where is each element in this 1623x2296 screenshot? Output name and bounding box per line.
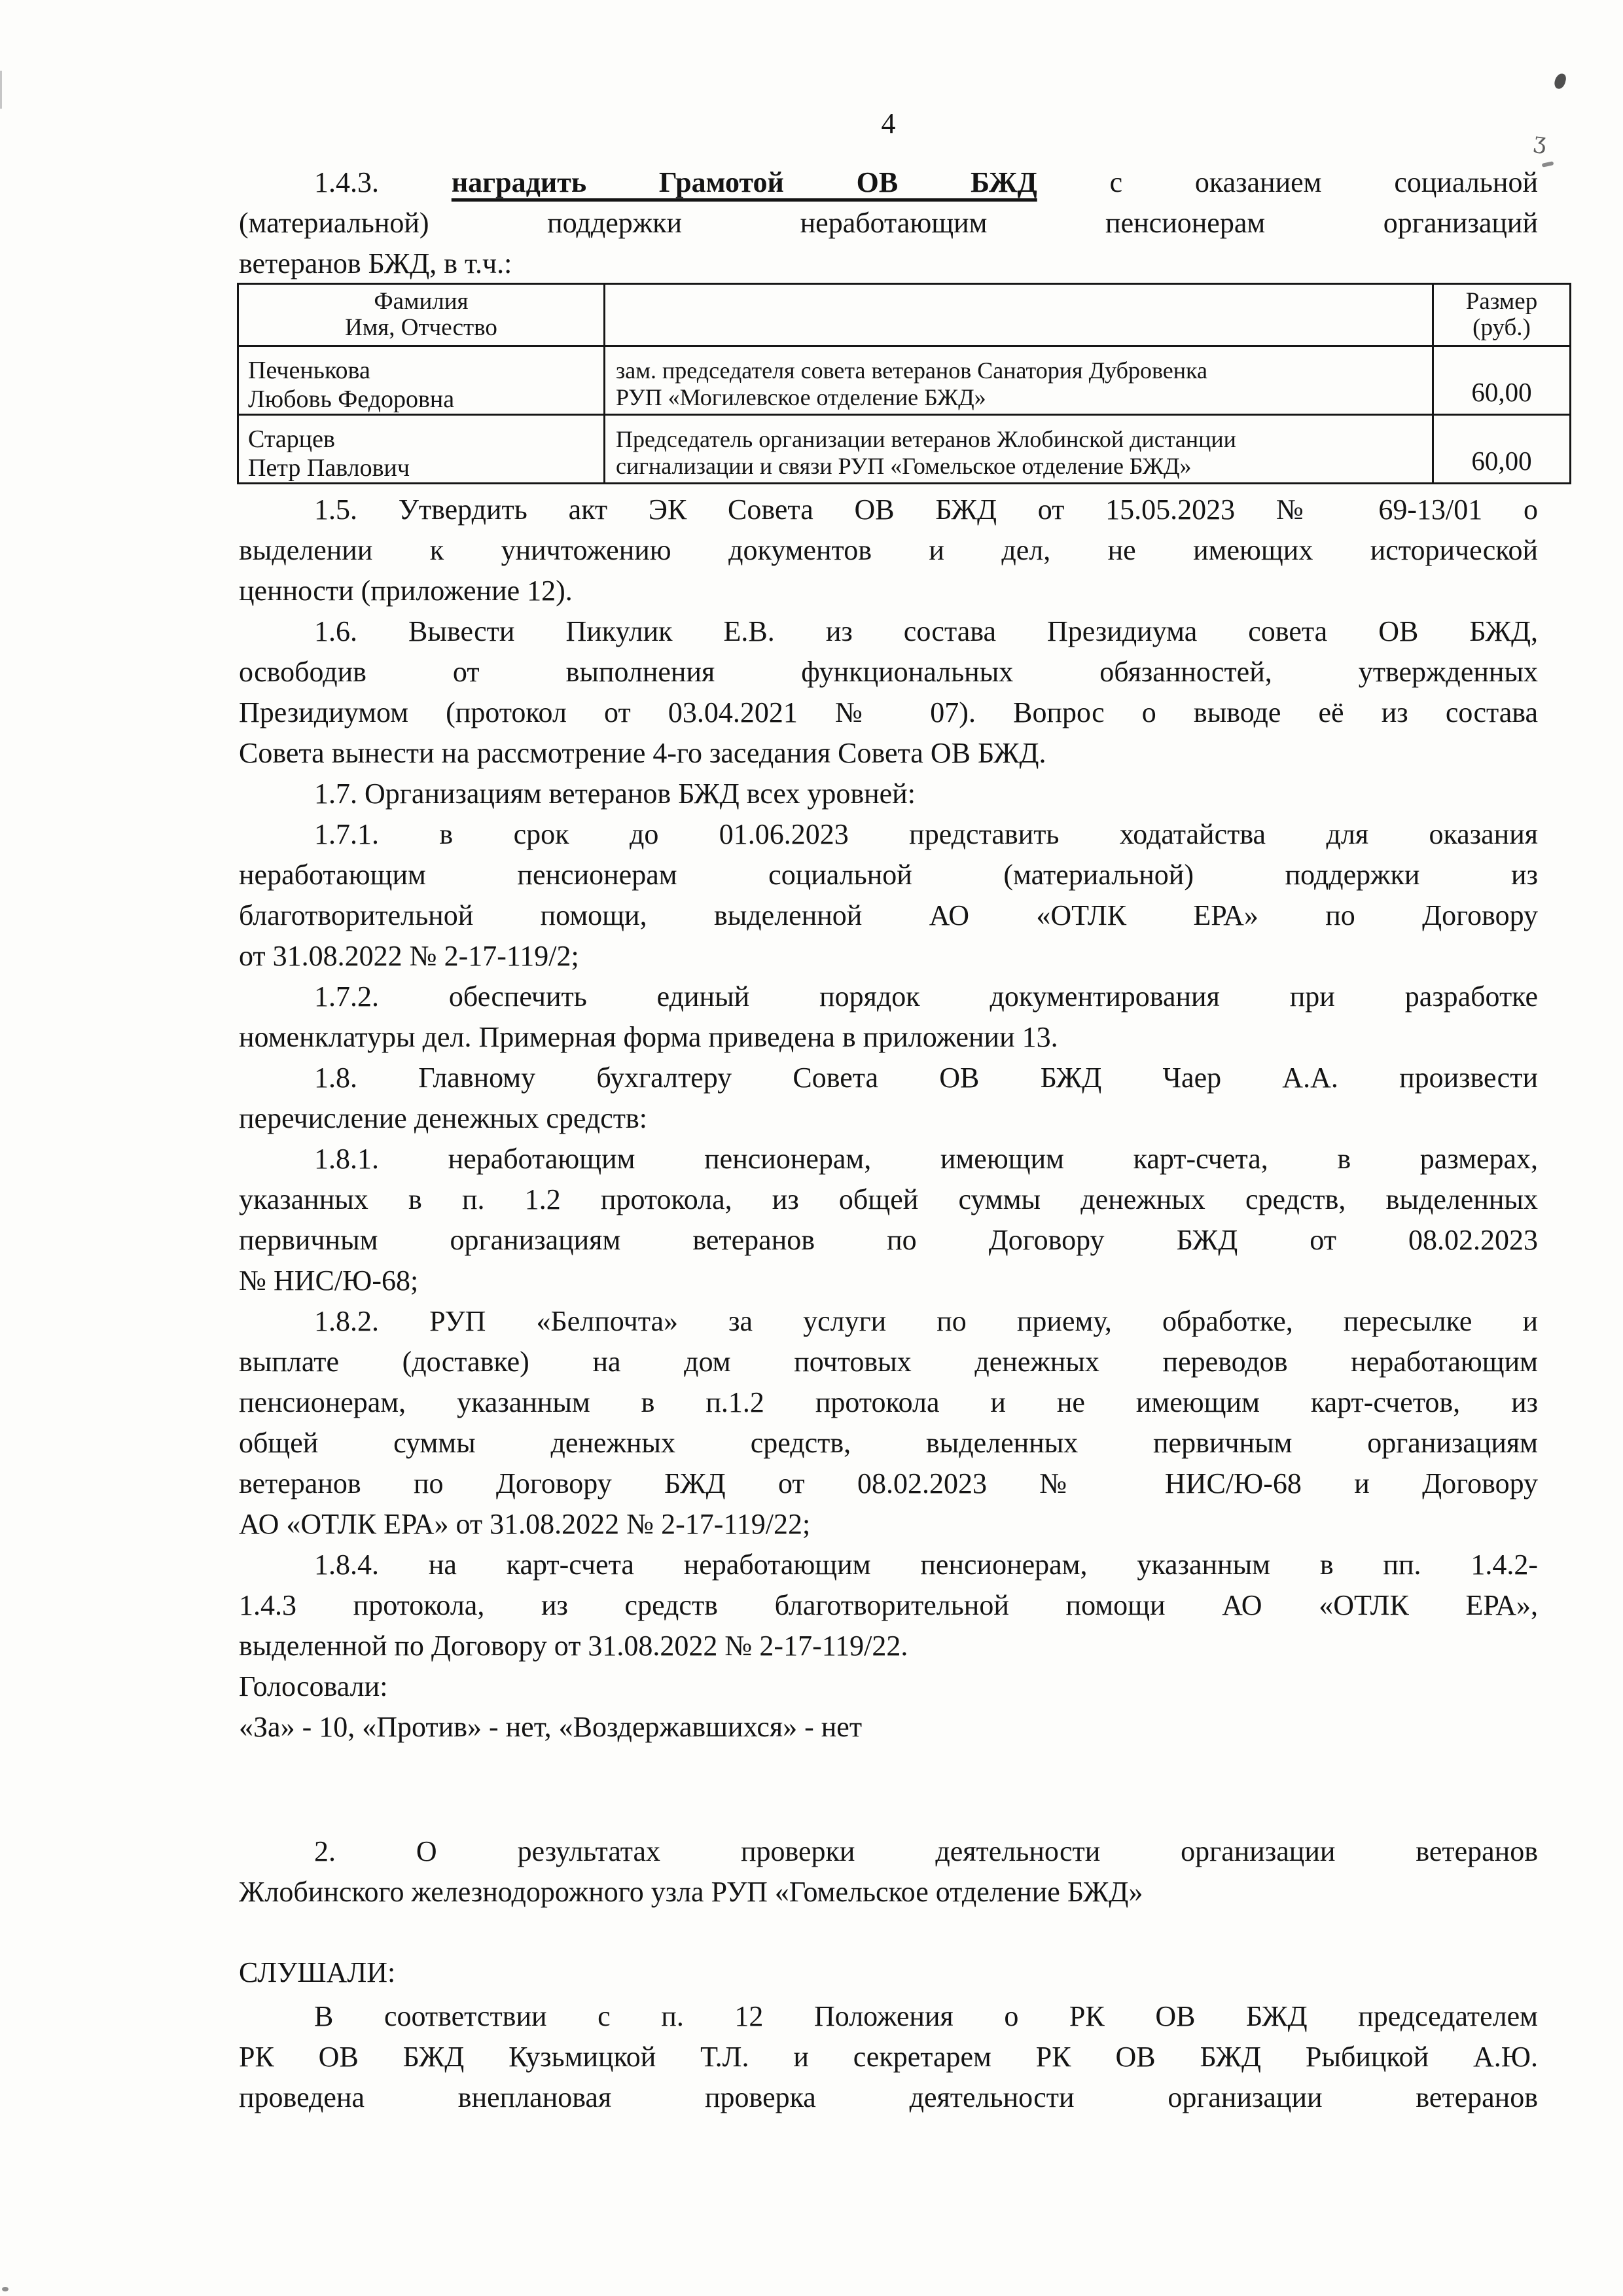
cell-person-name [238,415,605,484]
page-number: 4 [881,107,896,139]
text-line: выплате (доставке) на дом почтовых денежных переводов неработающим [239,1346,1538,1378]
cell-person-position [605,346,1433,415]
text-line: неработающим пенсионерам социальной (материальной) поддержки из [239,859,1538,891]
text-line: РК ОВ БЖД Кузьмицкой Т.Л. и секретарем РК ОВ БЖД Рыбицкой А.Ю. [239,2041,1538,2073]
text-line: 1.7.1. в срок до 01.06.2023 представить ходатайства для оказания [314,818,1538,850]
text-line: выделении к уничтожению документов и дел, не имеющих исторической [239,534,1538,566]
table-cell-line: Печенькова [248,357,370,384]
table-cell-line: Любовь Федоровна [248,386,455,413]
scan-artifact-squiggle: ӡ [1532,127,1548,156]
text-line: Президиумом (протокол от 03.04.2021 № 07). Вопрос о выводе её из состава [239,696,1538,728]
table-row [238,346,1571,415]
text-line: ценности (приложение 12). [239,575,573,607]
header-cell-amount [1433,284,1571,346]
text-line: перечисление денежных средств: [239,1102,647,1134]
paragraph-1-4-3 [239,162,1538,284]
cell-person-position [605,415,1433,484]
clause-text: с оказанием социальной [1037,166,1538,198]
text-line: общей суммы денежных средств, выделенных первичным организациям [239,1427,1538,1459]
table-cell-line: (руб.) [1472,314,1531,341]
text-line: проведена внеплановая проверка деятельности организации ветеранов [239,2081,1538,2113]
table-header-row [238,284,1571,346]
text-line: Жлобинского железнодорожного узла РУП «Гомельское отделение БЖД» [239,1876,1143,1908]
cell-amount: 60,00 [1433,415,1571,484]
text-line: 1.6. Вывести Пикулик Е.В. из состава Президиума совета ОВ БЖД, [314,615,1538,647]
paragraph-1-8 [239,1058,1538,1139]
awards-table [237,283,1571,484]
table-cell-line: Петр Павлович [248,454,410,482]
text-line: от 31.08.2022 № 2-17-119/2; [239,940,579,972]
text-line: № НИС/Ю-68; [239,1265,419,1297]
table-cell-line: Старцев [248,425,335,453]
paragraph-1-8-2 [239,1301,1538,1545]
text-line: первичным организациям ветеранов по Договору БЖД от 08.02.2023 [239,1224,1538,1256]
text-line: освободив от выполнения функциональных обязанностей, утвержденных [239,656,1538,688]
clause-number: 1.4.3. [314,166,452,198]
paragraph-1-5 [239,490,1538,611]
text-line: 1.5. Утвердить акт ЭК Совета ОВ БЖД от 15.05.2023 № 69-13/01 о [314,493,1538,526]
paragraph-1-7-1 [239,814,1538,977]
text-line: (материальной) поддержки неработающим пенсионерам организаций [239,207,1538,239]
table-row [238,415,1571,484]
slushali-heading: СЛУШАЛИ: [239,1956,396,1988]
paragraph-1-8-4 [239,1545,1538,1666]
paragraph-1-6 [239,611,1538,774]
section-2-heading [239,1831,1538,1912]
header-cell-position [605,284,1433,346]
text-line: благотворительной помощи, выделенной АО «ОТЛК ЕРА» по Договору [239,899,1538,931]
cell-amount: 60,00 [1433,346,1571,415]
text-line: 2. О результатах проверки деятельности организации ветеранов [314,1835,1538,1867]
paragraph-1-7-2 [239,977,1538,1058]
table-cell-line: Председатель организации ветеранов Жлобинской дистанции [616,426,1236,452]
paragraph-1-7 [239,774,1538,814]
text-line: ветеранов БЖД, в т.ч.: [239,247,512,279]
table-cell-line: Размер [1465,288,1538,315]
text-line: АО «ОТЛК ЕРА» от 31.08.2022 № 2-17-119/22; [239,1508,811,1540]
text-line: 1.8.4. на карт-счета неработающим пенсионерам, указанным в пп. 1.4.2- [314,1549,1538,1581]
document-content [239,0,1538,2118]
scan-artifact-dot [2,2287,9,2291]
table-cell-line: Имя, Отчество [345,314,497,341]
text-line: 1.4.3 протокола, из средств благотворительной помощи АО «ОТЛК ЕРА», [239,1589,1538,1621]
voting-result: «За» - 10, «Против» - нет, «Воздержавшихся» - нет [239,1711,863,1743]
text-line: 1.7. Организациям ветеранов БЖД всех уровней: [314,778,916,810]
table-cell-line: Фамилия [374,288,469,315]
table-cell-line: РУП «Могилевское отделение БЖД» [616,384,986,410]
header-cell-name [238,284,605,346]
table-cell-line: сигнализации и связи РУП «Гомельское отделение БЖД» [616,453,1192,479]
text-line: выделенной по Договору от 31.08.2022 № 2-17-119/22. [239,1630,908,1662]
text-line: Совета вынести на рассмотрение 4-го заседания Совета ОВ БЖД. [239,737,1046,769]
cell-person-name [238,346,605,415]
paragraph-1-8-1 [239,1139,1538,1301]
scan-artifact-blob [1553,72,1567,90]
award-phrase-underlined: наградить Грамотой ОВ БЖД [451,166,1037,198]
text-line: номенклатуры дел. Примерная форма приведена в приложении 13. [239,1021,1058,1053]
text-line: В соответствии с п. 12 Положения о РК ОВ БЖД председателем [314,2000,1538,2032]
paragraph-final [239,1996,1538,2118]
table-cell-line: зам. председателя совета ветеранов Санатория Дубровенка [616,357,1207,384]
text-line: пенсионерам, указанным в п.1.2 протокола и не имеющим карт-счетов, из [239,1386,1538,1418]
text-line: 1.8.1. неработающим пенсионерам, имеющим карт-счета, в размерах, [314,1143,1538,1175]
text-line: 1.8. Главному бухгалтеру Совета ОВ БЖД Чаер А.А. произвести [314,1062,1538,1094]
scan-artifact-dash [1542,161,1554,168]
text-line: ветеранов по Договору БЖД от 08.02.2023 № НИС/Ю-68 и Договору [239,1467,1538,1499]
voting-label: Голосовали: [239,1670,388,1702]
text-line: 1.8.2. РУП «Белпочта» за услуги по приему, обработке, пересылке и [314,1305,1538,1337]
text-line: 1.7.2. обеспечить единый порядок документирования при разработке [314,980,1538,1013]
text-line [239,162,1538,203]
scan-artifact-edge-line [0,71,2,109]
text-line: указанных в п. 1.2 протокола, из общей суммы денежных средств, выделенных [239,1183,1538,1215]
